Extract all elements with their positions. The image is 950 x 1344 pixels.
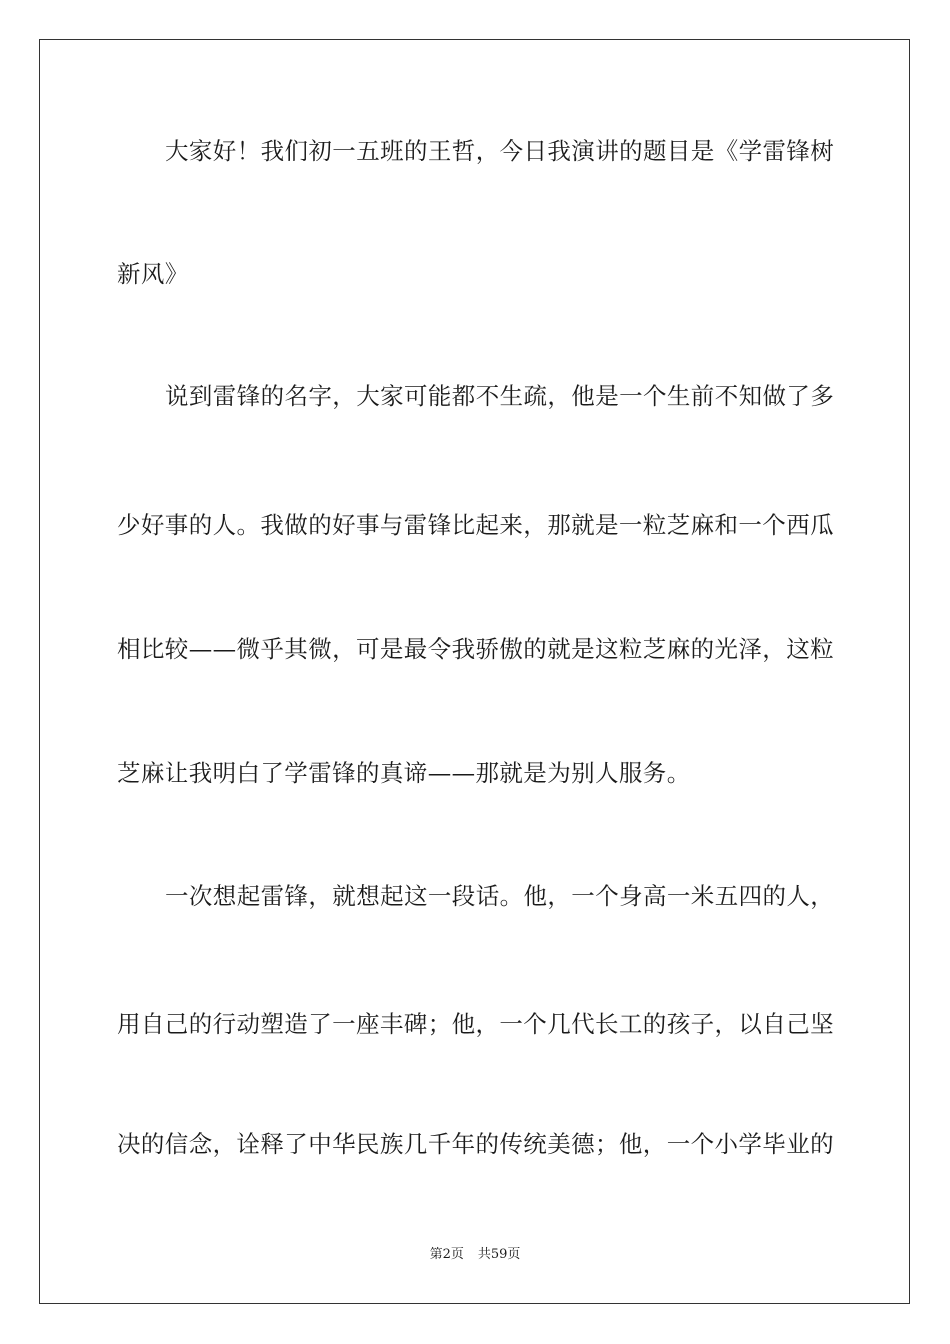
paragraph-2-line-2: 少好事的人。我做的好事与雷锋比起来，那就是一粒芝麻和一个西瓜 xyxy=(117,511,834,539)
page-footer xyxy=(0,1246,950,1264)
paragraph-2-line-4: 芝麻让我明白了学雷锋的真谛——那就是为别人服务。 xyxy=(117,759,691,787)
paragraph-3-line-2: 用自己的行动塑造了一座丰碑；他，一个几代长工的孩子，以自己坚 xyxy=(117,1010,834,1038)
paragraph-2-line-1: 说到雷锋的名字，大家可能都不生疏，他是一个生前不知做了多 xyxy=(165,382,835,410)
paragraph-1-line-2: 新风》 xyxy=(117,260,189,288)
paragraph-1-line-1: 大家好！我们初一五班的王哲，今日我演讲的题目是《学雷锋树 xyxy=(165,137,835,165)
total-page-count: 共59页 xyxy=(477,1247,521,1262)
paragraph-3-line-1: 一次想起雷锋，就想起这一段话。他，一个身高一米五四的人， xyxy=(165,882,835,910)
current-page-number: 第2页 xyxy=(429,1247,464,1262)
page-border xyxy=(39,39,910,1304)
paragraph-2-line-3: 相比较——微乎其微，可是最令我骄傲的就是这粒芝麻的光泽，这粒 xyxy=(117,635,834,663)
paragraph-3-line-3: 决的信念，诠释了中华民族几千年的传统美德；他，一个小学毕业的 xyxy=(117,1130,834,1158)
